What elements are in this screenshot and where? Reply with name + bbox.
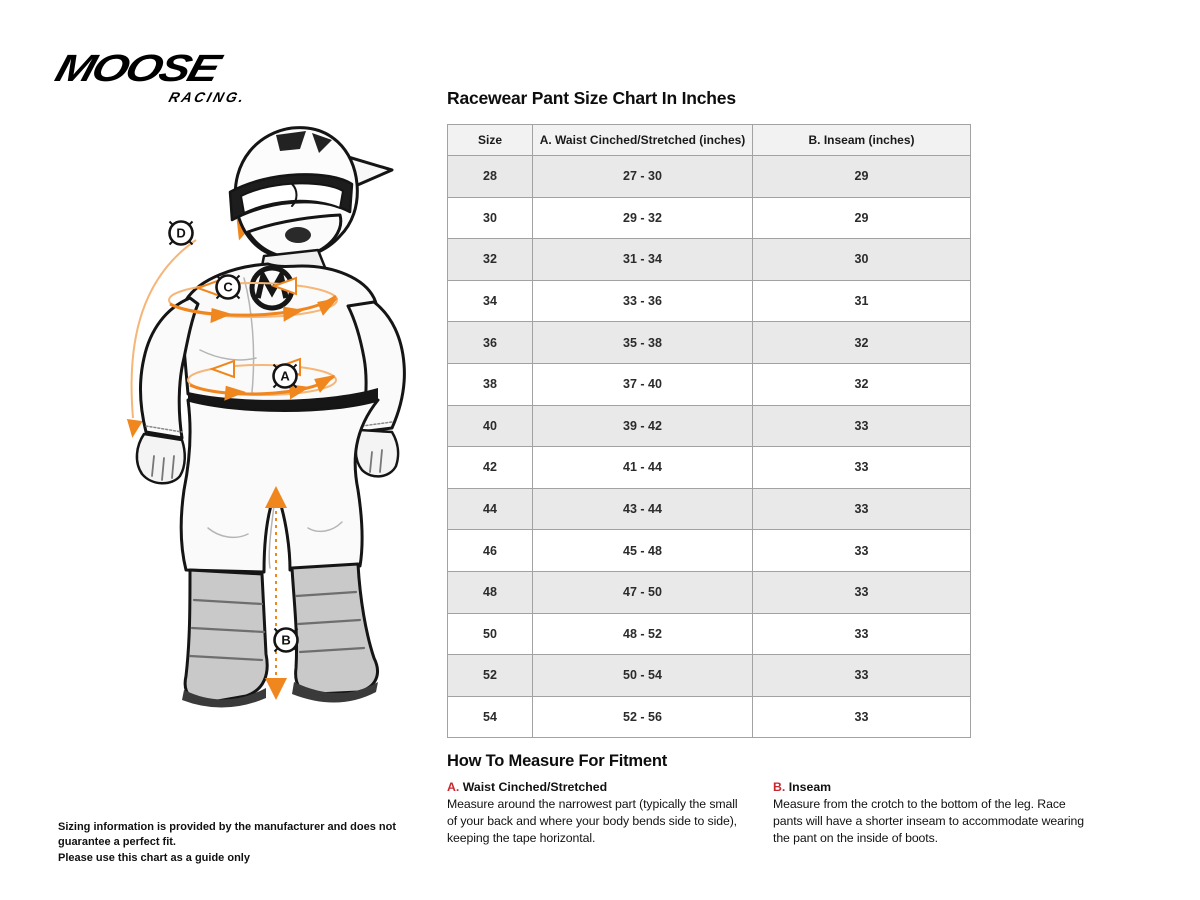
table-cell: 31 [753,280,971,322]
howto-waist-text: Measure around the narrowest part (typically the small of your back and where your body bends side to side), keeping the tape horizontal. [447,797,738,846]
table-cell: 32 [753,322,971,364]
table-row [448,613,971,655]
disclaimer-line-1: Sizing information is provided by the manufacturer and does not guarantee a perfect fit. [58,821,396,849]
table-cell: 33 [753,405,971,447]
helmet [230,128,392,258]
disclaimer-line-2: Please use this chart as a guide only [58,851,250,864]
column-header: A. Waist Cinched/Stretched (inches) [533,125,753,156]
howto-waist-item [447,780,747,848]
table-cell: 32 [753,363,971,405]
howto-waist-title-text: Waist Cinched/Stretched [462,780,608,794]
table-cell: 29 - 32 [533,197,753,239]
table-row [448,530,971,572]
pants [181,400,378,572]
svg-text:C: C [223,279,233,295]
howto-waist-title [447,780,747,794]
rider-illustration [40,108,440,768]
table-row [448,696,971,738]
table-cell: 46 [448,530,533,572]
disclaimer [58,820,438,866]
table-cell: 27 - 30 [533,156,753,198]
howto-heading: How To Measure For Fitment [447,752,668,770]
howto-inseam-title [773,780,1085,794]
table-cell: 40 [448,405,533,447]
table-cell: 54 [448,696,533,738]
table-cell: 30 [448,197,533,239]
table-cell: 50 - 54 [533,655,753,697]
table-cell: 33 [753,530,971,572]
table-row [448,322,971,364]
table-cell: 45 - 48 [533,530,753,572]
svg-text:B: B [281,632,291,648]
table-cell: 36 [448,322,533,364]
table-cell: 37 - 40 [533,363,753,405]
howto-inseam-text: Measure from the crotch to the bottom of the leg. Race pants will have a shorter inseam to accommodate wearing the pant on the inside of boots. [773,797,1084,846]
table-cell: 28 [448,156,533,198]
brand-logo-moose: MOOSE [50,48,223,90]
table-cell: 33 [753,613,971,655]
table-row [448,363,971,405]
table-cell: 47 - 50 [533,571,753,613]
table-row [448,280,971,322]
figure-label-sleeve [170,222,193,245]
column-header: Size [448,125,533,156]
table-cell: 31 - 34 [533,239,753,281]
table-cell: 33 [753,571,971,613]
table-cell: 29 [753,197,971,239]
howto-inseam-item [773,780,1085,848]
table-cell: 43 - 44 [533,488,753,530]
table-cell: 50 [448,613,533,655]
table-row [448,156,971,198]
table-header-row [448,125,971,156]
figure-label-waist [274,365,297,388]
howto-inseam-letter: B. [773,780,786,794]
figure-label-chest [217,276,240,299]
table-row [448,197,971,239]
svg-text:D: D [176,225,186,241]
table-cell: 33 - 36 [533,280,753,322]
svg-text:A: A [280,368,290,384]
table-cell: 39 - 42 [533,405,753,447]
rider-measurement-figure [40,108,440,768]
howto-waist-letter: A. [447,780,460,794]
table-cell: 33 [753,655,971,697]
table-row [448,488,971,530]
table-cell: 42 [448,447,533,489]
brand-logo [50,48,252,105]
table-row [448,447,971,489]
table-cell: 52 - 56 [533,696,753,738]
table-cell: 33 [753,696,971,738]
table-row [448,655,971,697]
table-cell: 33 [753,488,971,530]
table-cell: 29 [753,156,971,198]
table-cell: 48 [448,571,533,613]
howto-inseam-title-text: Inseam [788,780,832,794]
table-cell: 52 [448,655,533,697]
how-to-measure-section [447,752,1107,848]
brand-logo-racing: RACING. [167,89,249,105]
table-row [448,571,971,613]
table-cell: 35 - 38 [533,322,753,364]
table-row [448,239,971,281]
table-cell: 38 [448,363,533,405]
column-header: B. Inseam (inches) [753,125,971,156]
size-table [447,124,971,738]
chart-title: Racewear Pant Size Chart In Inches [447,88,736,108]
table-cell: 44 [448,488,533,530]
table-cell: 30 [753,239,971,281]
figure-label-inseam [275,629,298,652]
table-cell: 34 [448,280,533,322]
table-cell: 32 [448,239,533,281]
table-row [448,405,971,447]
table-cell: 41 - 44 [533,447,753,489]
table-cell: 33 [753,447,971,489]
table-cell: 48 - 52 [533,613,753,655]
